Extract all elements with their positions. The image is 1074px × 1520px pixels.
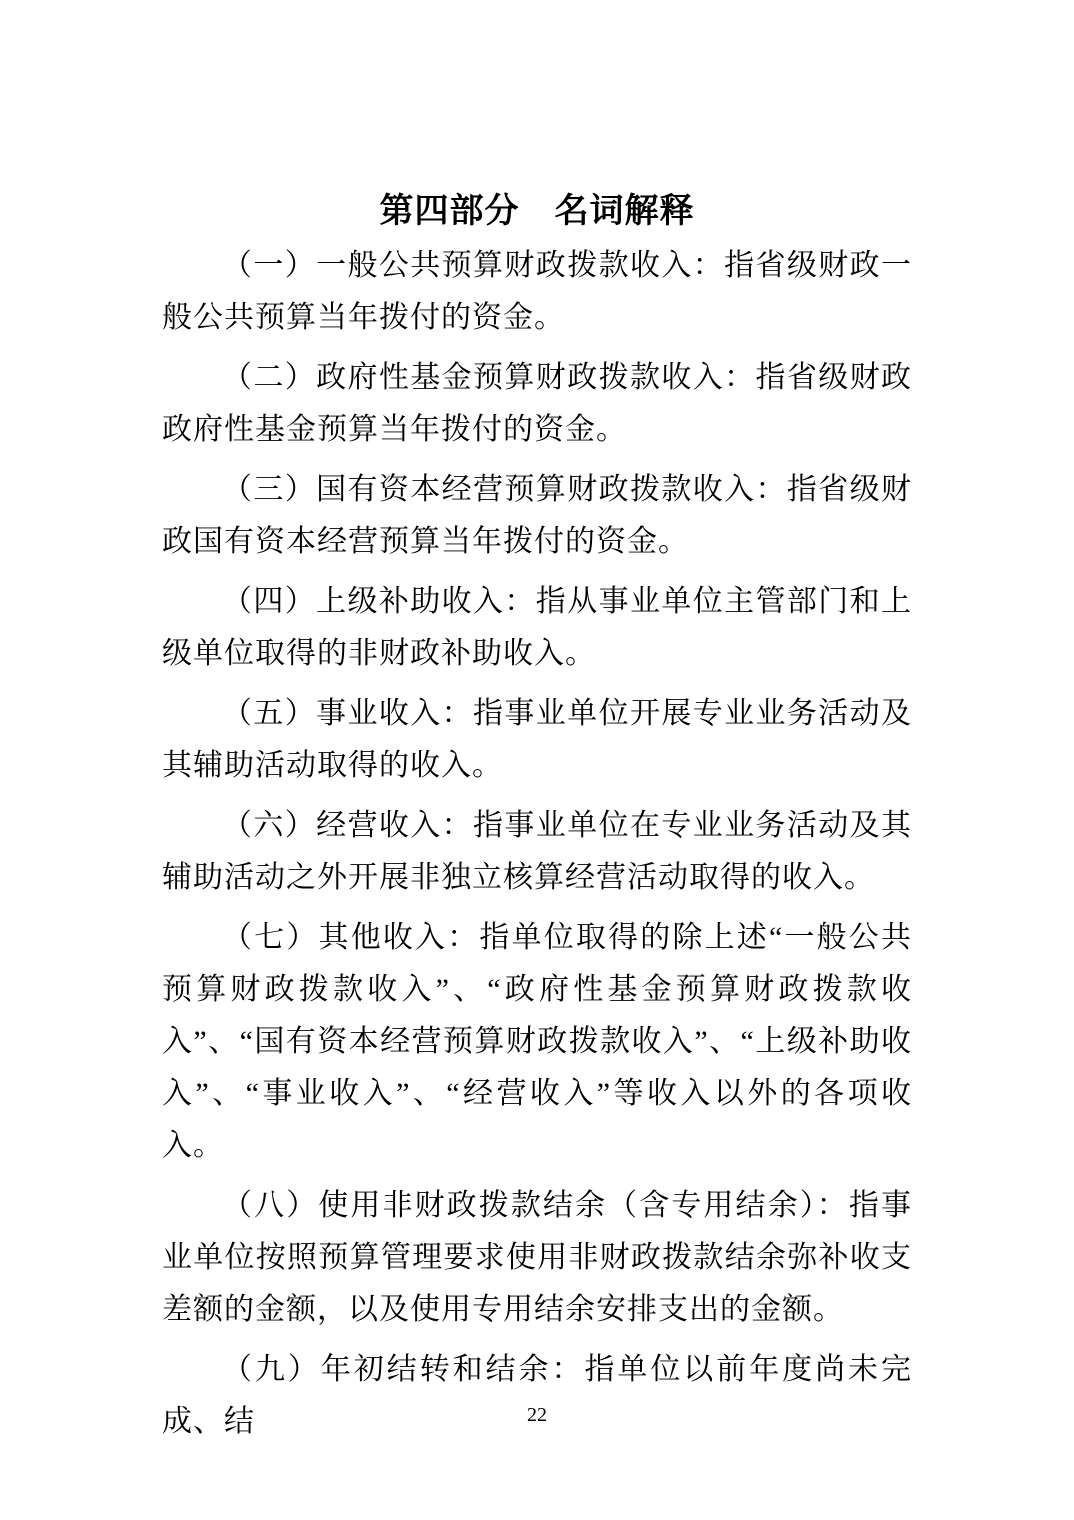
definition-paragraph-6: （六）经营收入：指事业单位在专业业务活动及其辅助活动之外开展非独立核算经营活动取得的收入。 <box>162 809 912 894</box>
definition-paragraph-9: （九）年初结转和结余：指单位以前年度尚未完成、结 <box>162 1353 912 1438</box>
section-title: 第四部分 名词解释 <box>379 192 695 230</box>
definition-paragraph-4: （四）上级补助收入：指从事业单位主管部门和上级单位取得的非财政补助收入。 <box>162 585 912 670</box>
definition-paragraph-3: （三）国有资本经营预算财政拨款收入：指省级财政国有资本经营预算当年拨付的资金。 <box>162 473 912 558</box>
page-number: 22 <box>527 1404 547 1426</box>
definition-paragraph-7: （七）其他收入：指单位取得的除上述“一般公共预算财政拨款收入”、“政府性基金预算财政拨款收入”、“国有资本经营预算财政拨款收入”、“上级补助收入”、“事业收入”、“经营收入”等收入以外的各项收入。 <box>162 921 912 1162</box>
definition-paragraph-8: （八）使用非财政拨款结余（含专用结余）：指事业单位按照预算管理要求使用非财政拨款结余弥补收支差额的金额，以及使用专用结余安排支出的金额。 <box>162 1189 912 1326</box>
definition-paragraph-2: （二）政府性基金预算财政拨款收入：指省级财政政府性基金预算当年拨付的资金。 <box>162 361 912 446</box>
document-body <box>162 240 912 1448</box>
definition-paragraph-1: （一）一般公共预算财政拨款收入：指省级财政一般公共预算当年拨付的资金。 <box>162 249 912 334</box>
definition-paragraph-5: （五）事业收入：指事业单位开展专业业务活动及其辅助活动取得的收入。 <box>162 697 912 782</box>
